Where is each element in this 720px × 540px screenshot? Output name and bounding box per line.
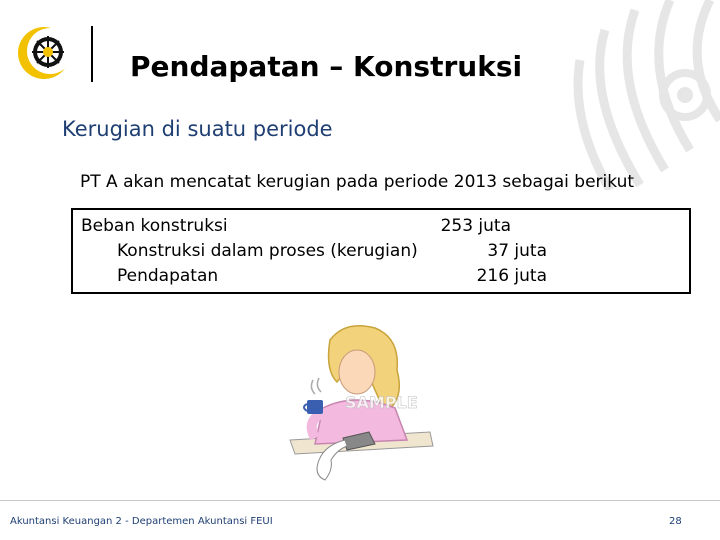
- woman-calculator-illustration: [285, 320, 435, 488]
- row-value: 37 juta: [487, 241, 547, 261]
- row-label: Pendapatan: [117, 266, 219, 286]
- footer-text: Akuntansi Keuangan 2 - Departemen Akuntansi FEUI: [10, 516, 273, 527]
- university-logo: [14, 24, 74, 82]
- row-value: 216 juta: [476, 266, 547, 286]
- watermark-ornament: [560, 0, 720, 190]
- title-divider: [91, 26, 93, 82]
- footer-divider: [0, 500, 720, 501]
- row-label: Konstruksi dalam proses (kerugian): [117, 241, 418, 261]
- sample-watermark: SAMPLE: [345, 393, 418, 412]
- table-row: [73, 241, 689, 263]
- page-number: 28: [669, 516, 682, 527]
- intro-text: PT A akan mencatat kerugian pada periode 2013 sebagai berikut: [80, 172, 635, 192]
- loss-table: [71, 208, 691, 294]
- slide-subtitle: Kerugian di suatu periode: [62, 117, 333, 141]
- row-value: 253 juta: [440, 216, 511, 236]
- slide-title: Pendapatan – Konstruksi: [130, 50, 523, 83]
- table-row: [73, 266, 689, 288]
- row-label: Beban konstruksi: [81, 216, 228, 236]
- table-row: [73, 216, 689, 238]
